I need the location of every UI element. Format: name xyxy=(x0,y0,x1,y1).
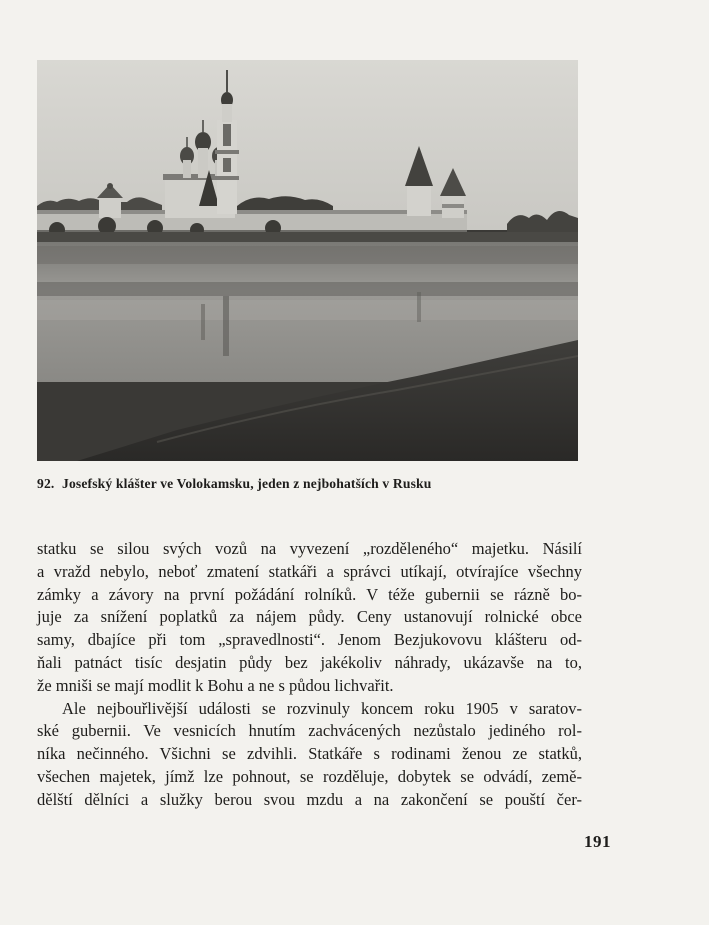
monastery-photo-illustration xyxy=(37,60,578,461)
text-line: zámky a závory na první požádání rolníků. V téže gubernii se rázně bo- xyxy=(37,584,582,604)
text-line: samy, dbajíce při tom „spravedlnosti“. Jenom Bezjukovovu klášteru od- xyxy=(37,630,582,650)
text-line: juje za snížení poplatků za nájem půdy. Ceny ustanovují rolnické obce xyxy=(37,607,582,627)
figure-number: 92. xyxy=(37,476,55,491)
body-text xyxy=(37,538,582,812)
text-line: a vražd nebylo, neboť zmatení statkáři a správci utíkají, otvírajíce všechny xyxy=(37,561,582,581)
text-line: níka nečinného. Všichni se zdvihli. Statkáře s rodinami ženou ze statků, xyxy=(37,744,582,764)
page-number: 191 xyxy=(584,832,611,851)
text-line: všechen majetek, jímž lze pohnout, se rozděluje, dobytek se odvádí, země- xyxy=(37,766,582,786)
figure-caption-text: Josefský klášter ve Volokamsku, jeden z nejbohatších v Rusku xyxy=(62,476,432,491)
text-line: statku se silou svých vozů na vyvezení „rozděleného“ majetku. Násilí xyxy=(37,539,582,558)
figure-caption xyxy=(37,476,597,492)
text-line: ňali patnáct tisíc desjatin půdy bez jakékoliv náhrady, ukázavše na to, xyxy=(37,652,582,672)
text-line: že mniši se mají modlit k Bohu a ne s půdou lichvařit. xyxy=(37,675,394,695)
text-line: dělští dělníci a služky berou svou mzdu a na zakončení se pouští čer- xyxy=(37,789,582,809)
monastery-photograph xyxy=(37,60,578,461)
text-line: Ale nejbouřlivější události se rozvinuly koncem roku 1905 v saratov- xyxy=(62,698,582,718)
text-line: ské gubernii. Ve vesnicích hnutím zachvácených nezůstalo jediného rol- xyxy=(37,721,582,741)
